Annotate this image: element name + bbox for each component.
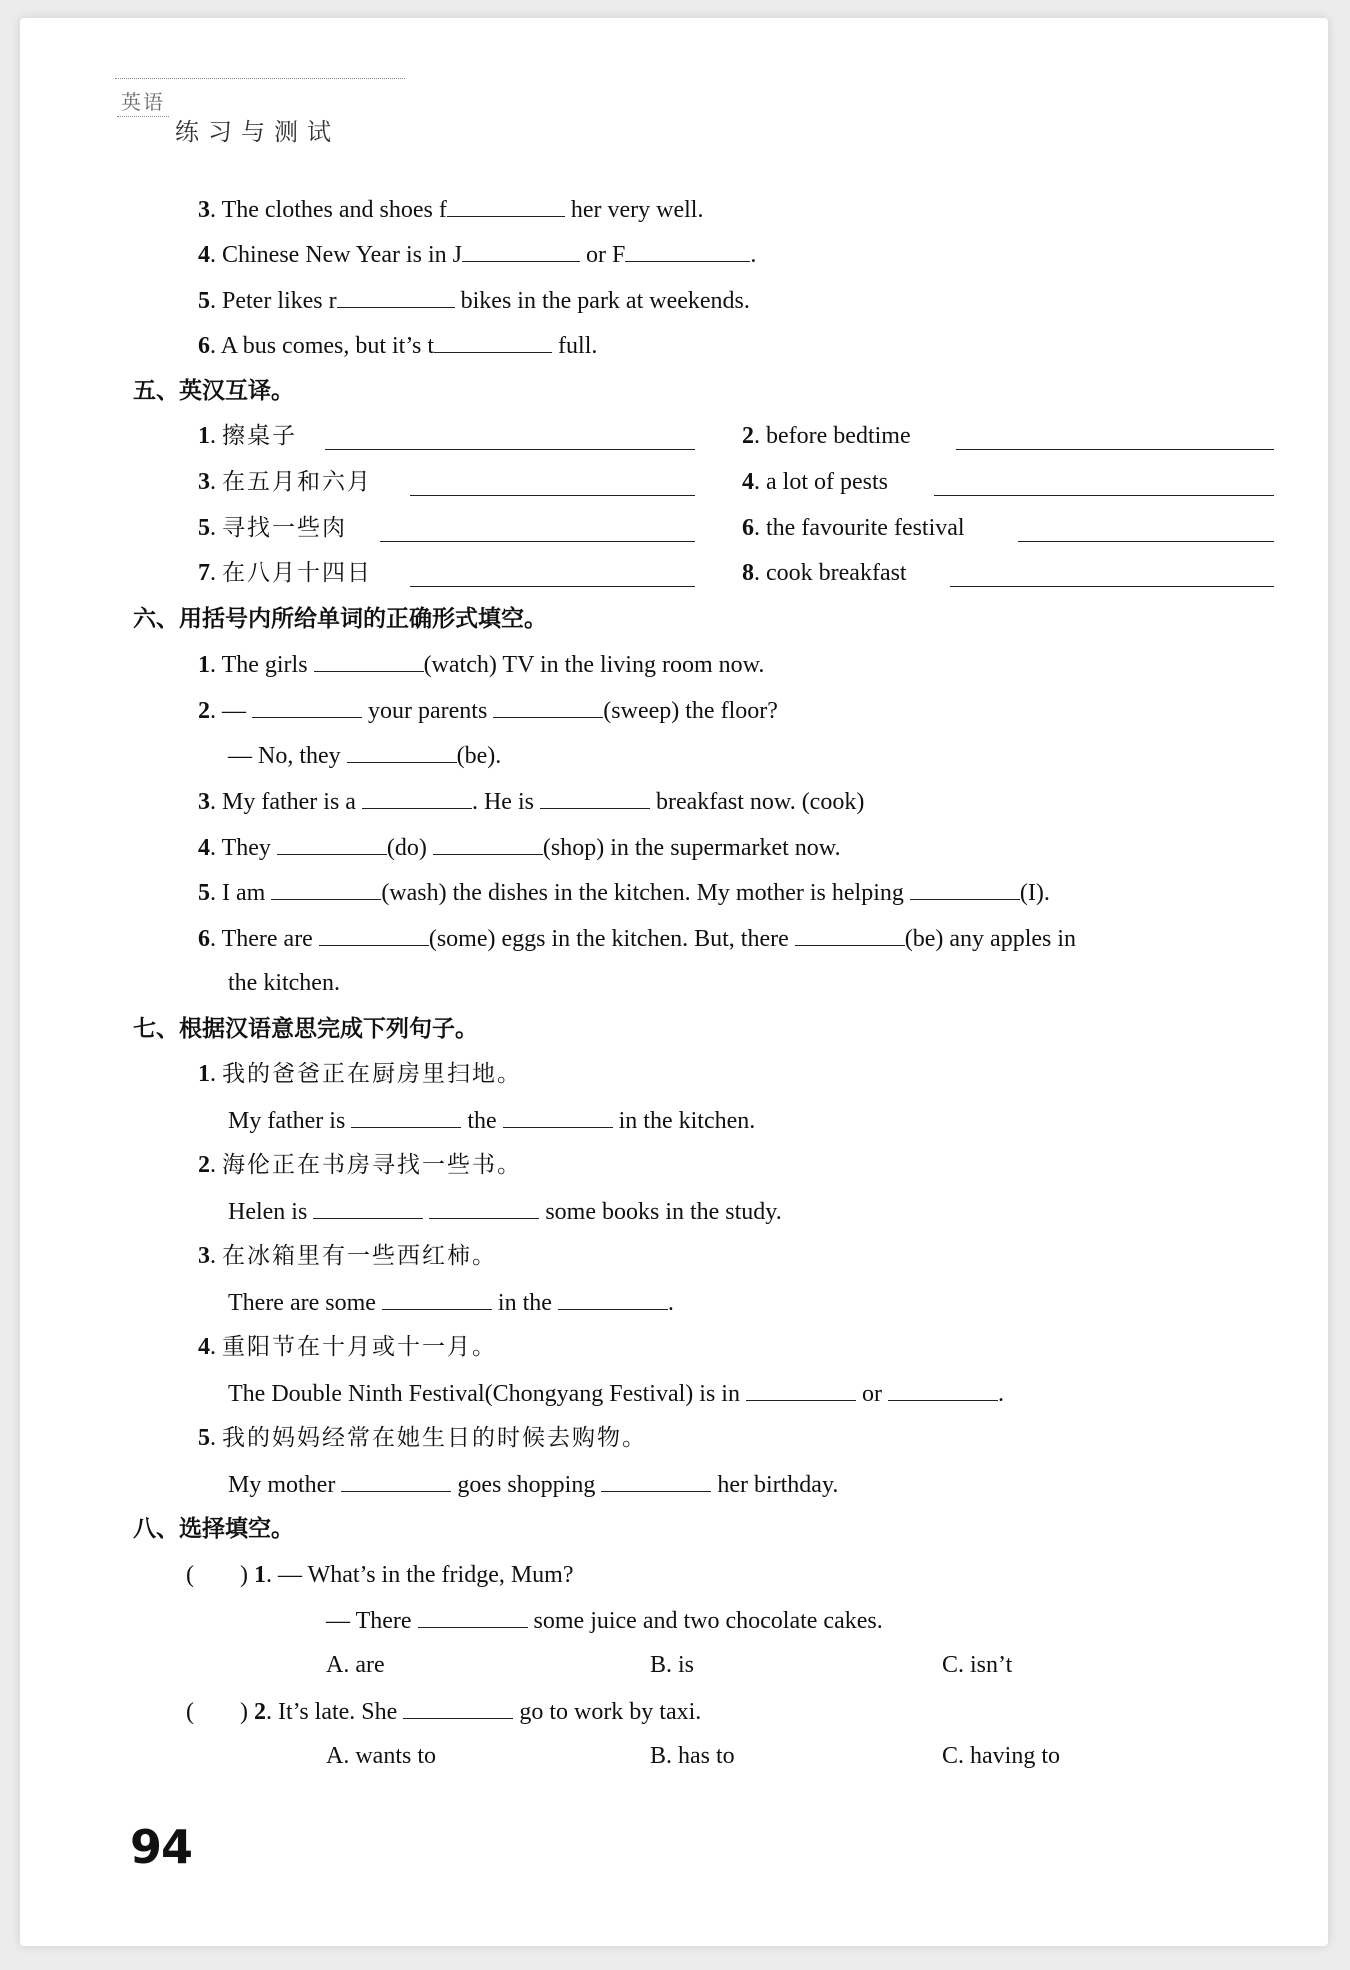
item-number: 3 [198, 789, 210, 815]
item-text: (some) eggs in the kitchen. But, there [428, 926, 789, 952]
answer-paren-right: ) [240, 1562, 248, 1588]
option-a[interactable]: A. wants to [326, 1743, 436, 1769]
item-text: . [667, 1290, 674, 1316]
section-heading-8: 八、选择填空。 [133, 1516, 294, 1542]
answer-blank[interactable] [888, 1378, 998, 1401]
answer-blank[interactable] [362, 786, 472, 809]
item-text: I am [222, 880, 266, 906]
item-text: The girls [221, 652, 308, 678]
p6-item-2: 2. — your parents (sweep) the floor? [198, 695, 778, 726]
item-number: 2 [254, 1699, 266, 1725]
item-text: some juice and two chocolate cakes. [533, 1608, 883, 1634]
item-text: 在五月和六月 [222, 469, 372, 495]
item-text: The Double Ninth Festival(Chongyang Festival) is in [228, 1381, 740, 1407]
answer-line[interactable] [380, 540, 695, 542]
answer-blank[interactable] [434, 330, 552, 353]
item-text: goes shopping [457, 1472, 596, 1498]
p4-item-6: 6. A bus comes, but it’s t full. [198, 330, 597, 361]
answer-blank[interactable] [337, 285, 455, 308]
workbook-page [20, 18, 1328, 1946]
p6-item-3: 3. My father is a . He is breakfast now. (cook) [198, 786, 864, 817]
item-text: It’s late. She [278, 1699, 398, 1725]
p5-item-5: 5. 寻找一些肉 [198, 515, 347, 541]
answer-paren-right: ) [240, 1699, 248, 1725]
item-text: a lot of pests [766, 469, 888, 495]
answer-blank[interactable] [746, 1378, 856, 1401]
item-number: 8 [742, 560, 754, 586]
answer-blank[interactable] [503, 1105, 613, 1128]
answer-blank[interactable] [795, 923, 905, 946]
item-number: 6 [198, 333, 210, 359]
item-text: the favourite festival [766, 515, 965, 541]
answer-blank[interactable] [271, 877, 381, 900]
item-number: 2 [198, 1152, 210, 1178]
subject-label: 英语 [117, 85, 169, 117]
item-chinese: 海伦正在书房寻找一些书。 [222, 1152, 522, 1178]
item-text: or F [586, 242, 626, 268]
item-number: 5 [198, 515, 210, 541]
item-text: (sweep) the floor? [603, 698, 778, 724]
item-text: her very well. [570, 197, 704, 223]
p7-item-3-cn: 3. 在冰箱里有一些西红柿。 [198, 1243, 497, 1269]
item-text: before bedtime [766, 423, 911, 449]
answer-blank[interactable] [319, 923, 429, 946]
item-text: cook breakfast [766, 560, 907, 586]
item-number: 4 [742, 469, 754, 495]
answer-blank[interactable] [313, 1196, 423, 1219]
item-text: bikes in the park at weekends. [460, 288, 750, 314]
item-text: (watch) TV in the living room now. [423, 652, 765, 678]
item-text: her birthday. [717, 1472, 839, 1498]
option-b[interactable]: B. is [650, 1652, 695, 1678]
item-text: 寻找一些肉 [222, 515, 347, 541]
p7-item-1-cn: 1. 我的爸爸正在厨房里扫地。 [198, 1061, 522, 1087]
item-text: My father is [228, 1108, 346, 1134]
answer-paren-left: ( [186, 1699, 194, 1725]
option-a[interactable]: A. are [326, 1652, 385, 1678]
p4-item-5: 5. Peter likes r bikes in the park at weekends. [198, 285, 750, 316]
p6-item-2-reply [228, 740, 501, 771]
item-number: 2 [742, 423, 754, 449]
item-text: breakfast now. (cook) [655, 789, 865, 815]
answer-blank[interactable] [540, 786, 650, 809]
p7-item-5-cn: 5. 我的妈妈经常在她生日的时候去购物。 [198, 1425, 647, 1451]
p7-item-4-en [228, 1378, 1004, 1409]
answer-blank[interactable] [314, 649, 424, 672]
book-title: 练习与测试 [175, 118, 340, 146]
item-text: some books in the study. [545, 1199, 782, 1225]
section-heading-6: 六、用括号内所给单词的正确形式填空。 [133, 606, 547, 632]
p5-item-1: 1. 擦桌子 [198, 423, 297, 449]
item-text: in the [497, 1290, 552, 1316]
item-text: Peter likes r [222, 288, 337, 314]
answer-blank[interactable] [447, 194, 565, 217]
item-text: There are some [228, 1290, 376, 1316]
item-text: . [997, 1381, 1004, 1407]
item-text: (wash) the dishes in the kitchen. My mother is helping [381, 880, 904, 906]
item-chinese: 我的爸爸正在厨房里扫地。 [222, 1061, 522, 1087]
item-text: the [467, 1108, 497, 1134]
answer-blank[interactable] [910, 877, 1020, 900]
item-text: (do) [386, 835, 427, 861]
p8-item-2: ( ) 2. It’s late. She go to work by taxi. [186, 1696, 701, 1727]
item-chinese: 在冰箱里有一些西红柿。 [222, 1243, 497, 1269]
item-text: (be). [456, 743, 502, 769]
p6-item-4: 4. They (do) (shop) in the supermarket now. [198, 832, 841, 863]
answer-blank[interactable] [341, 1469, 451, 1492]
answer-line[interactable] [950, 585, 1274, 587]
item-text: Helen is [228, 1199, 308, 1225]
item-text: 在八月十四日 [222, 560, 372, 586]
item-text: full. [558, 333, 598, 359]
p8-item-1: ( ) 1. — What’s in the fridge, Mum? [186, 1562, 574, 1588]
p7-item-3-en [228, 1287, 674, 1318]
item-number: 3 [198, 197, 210, 223]
item-text: (shop) in the supermarket now. [542, 835, 841, 861]
item-number: 3 [198, 1243, 210, 1269]
p6-item-1: 1. The girls (watch) TV in the living room now. [198, 649, 764, 680]
answer-blank[interactable] [601, 1469, 711, 1492]
item-number: 5 [198, 1425, 210, 1451]
p5-item-4: 4. a lot of pests [742, 469, 888, 495]
item-number: 6 [742, 515, 754, 541]
answer-blank[interactable] [462, 239, 580, 262]
item-text: — There [326, 1608, 412, 1634]
item-text: the kitchen. [228, 970, 340, 996]
p5-item-8: 8. cook breakfast [742, 560, 907, 586]
answer-line[interactable] [410, 585, 695, 587]
item-text: . [750, 242, 757, 268]
item-number: 5 [198, 288, 210, 314]
item-text: — [222, 698, 246, 724]
answer-blank[interactable] [558, 1287, 668, 1310]
item-number: 4 [198, 242, 210, 268]
item-number: 1 [198, 1061, 210, 1087]
answer-blank[interactable] [418, 1605, 528, 1628]
item-text: or [861, 1381, 882, 1407]
p4-item-4: 4. Chinese New Year is in J or F . [198, 239, 756, 270]
item-chinese: 我的妈妈经常在她生日的时候去购物。 [222, 1425, 647, 1451]
item-number: 2 [198, 698, 210, 724]
item-text: (I). [1019, 880, 1050, 906]
item-number: 6 [198, 926, 210, 952]
page-header [115, 78, 405, 146]
p7-item-1-en [228, 1105, 755, 1136]
item-text: A bus comes, but it’s t [220, 333, 435, 359]
item-number: 4 [198, 835, 210, 861]
item-number: 4 [198, 1334, 210, 1360]
item-text: There are [221, 926, 313, 952]
item-text: My mother [228, 1472, 336, 1498]
section-heading-7: 七、根据汉语意思完成下列句子。 [133, 1016, 478, 1042]
p8-item-1-line2 [326, 1605, 883, 1636]
answer-blank[interactable] [252, 695, 362, 718]
p5-item-7: 7. 在八月十四日 [198, 560, 372, 586]
p5-item-2: 2. before bedtime [742, 423, 911, 449]
item-text: — What’s in the fridge, Mum? [278, 1562, 574, 1588]
item-number: 1 [254, 1562, 266, 1588]
answer-line[interactable] [410, 494, 695, 496]
answer-blank[interactable] [403, 1696, 513, 1719]
item-number: 7 [198, 560, 210, 586]
p7-item-2-cn: 2. 海伦正在书房寻找一些书。 [198, 1152, 522, 1178]
item-text: They [221, 835, 271, 861]
item-number: 1 [198, 423, 210, 449]
option-c[interactable]: C. isn’t [942, 1652, 1013, 1678]
p7-item-4-cn: 4. 重阳节在十月或十一月。 [198, 1334, 497, 1360]
answer-blank[interactable] [382, 1287, 492, 1310]
page-number: 94 [130, 1820, 193, 1874]
p4-item-3: 3. The clothes and shoes f her very well. [198, 194, 703, 225]
item-text: — No, they [228, 743, 341, 769]
item-chinese: 重阳节在十月或十一月。 [222, 1334, 497, 1360]
item-text: go to work by taxi. [519, 1699, 702, 1725]
answer-line[interactable] [956, 448, 1274, 450]
p6-item-6-cont [228, 968, 340, 998]
item-number: 5 [198, 880, 210, 906]
section-heading-5: 五、英汉互译。 [133, 378, 294, 404]
item-text: The clothes and shoes f [221, 197, 447, 223]
p7-item-5-en [228, 1469, 838, 1500]
answer-paren-left: ( [186, 1562, 194, 1588]
answer-blank[interactable] [347, 740, 457, 763]
item-number: 1 [198, 652, 210, 678]
item-text: 擦桌子 [222, 423, 297, 449]
item-text: My father is a [222, 789, 356, 815]
item-number: 3 [198, 469, 210, 495]
p7-item-2-en [228, 1196, 782, 1227]
item-text: Chinese New Year is in J [222, 242, 462, 268]
item-text: (be) any apples in [904, 926, 1077, 952]
answer-line[interactable] [325, 448, 695, 450]
answer-line[interactable] [1018, 540, 1274, 542]
answer-blank[interactable] [625, 239, 750, 262]
answer-blank[interactable] [429, 1196, 539, 1219]
item-text: in the kitchen. [618, 1108, 756, 1134]
answer-blank[interactable] [433, 832, 543, 855]
answer-blank[interactable] [277, 832, 387, 855]
p5-item-3: 3. 在五月和六月 [198, 469, 372, 495]
item-text: . He is [471, 789, 534, 815]
answer-blank[interactable] [493, 695, 603, 718]
item-text: your parents [368, 698, 488, 724]
p5-item-6: 6. the favourite festival [742, 515, 965, 541]
p6-item-6: 6. There are (some) eggs in the kitchen. But, there (be) any apples in [198, 923, 1076, 954]
answer-blank[interactable] [351, 1105, 461, 1128]
option-c[interactable]: C. having to [942, 1743, 1060, 1769]
p6-item-5: 5. I am (wash) the dishes in the kitchen. My mother is helping (I). [198, 877, 1050, 908]
answer-line[interactable] [934, 494, 1274, 496]
option-b[interactable]: B. has to [650, 1743, 735, 1769]
header-dotted-rule [115, 78, 405, 79]
